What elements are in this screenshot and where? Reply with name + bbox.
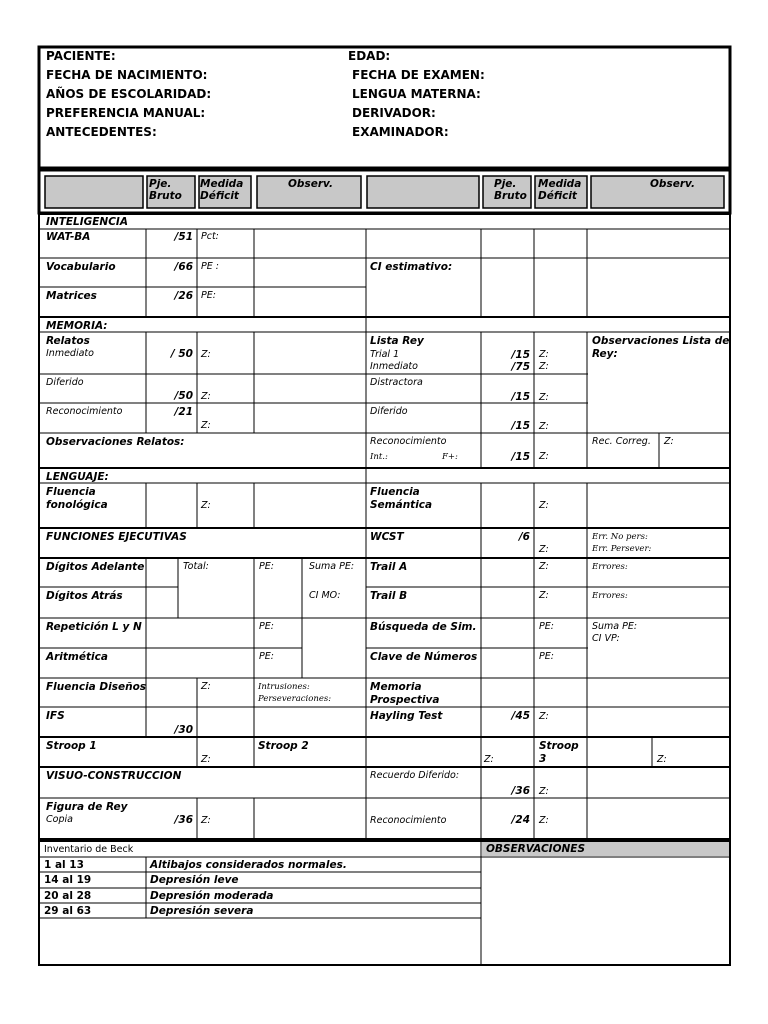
table-cell-text: Recuerdo Diferido: [370, 770, 460, 781]
table-cell-text: WCST [370, 531, 404, 543]
table-cell-text: Pct: [201, 231, 219, 242]
field-label-antecedentes: ANTECEDENTES: [46, 125, 157, 139]
table-cell-text: Errores: [592, 591, 628, 601]
beck-description: Depresión moderada [150, 889, 274, 902]
beck-title: Inventario de Beck [44, 844, 134, 855]
table-cell-text: Suma PE: [309, 561, 355, 572]
col-head-deficit-left: Medida Déficit [200, 178, 244, 202]
beck-range: 14 al 19 [44, 874, 92, 887]
table-cell-text: Z: [657, 754, 667, 765]
table-cell-text: IFS [46, 710, 65, 722]
col-head-bruto-right: Pje. Bruto [494, 178, 527, 202]
beck-range: 20 al 28 [44, 889, 92, 902]
table-cell-text: FUNCIONES EJECUTIVAS [46, 531, 187, 543]
table-cell-text: Suma PE: [592, 621, 638, 632]
table-cell-text: Z: [539, 500, 549, 511]
table-cell-text: Observaciones Relatos: [46, 436, 185, 448]
table-cell-text: MEMORIA: [46, 320, 108, 332]
table-cell-text: Z: [539, 392, 549, 403]
table-cell-text: Repetición L y N [46, 621, 142, 633]
table-cell-text: Z: [539, 349, 549, 360]
table-cell-text: Errores: [592, 562, 628, 572]
table-cell-text: VISUO-CONSTRUCCION [46, 770, 182, 782]
table-cell-text: Z: [539, 590, 549, 601]
table-cell-text: CI VP: [592, 633, 620, 644]
table-cell-text: /6 [518, 531, 530, 543]
table-cell-text: Trail A [370, 561, 408, 573]
table-cell-text: Memoria [370, 681, 422, 693]
table-cell-text: Stroop 1 [46, 740, 97, 752]
table-cell-text: Reconocimiento [370, 815, 447, 826]
table-cell-text: 3 [539, 753, 547, 765]
table-cell-text: PE: [539, 621, 554, 632]
table-cell-text: Rec. Correg. [592, 436, 651, 447]
table-cell-text: Err. No pers: [592, 532, 648, 542]
table-cell-text: Hayling Test [370, 710, 443, 722]
table-cell-text: /66 [174, 261, 193, 273]
table-cell-text: Z: [539, 815, 549, 826]
table-cell-text: Z: [201, 681, 211, 692]
col-head-deficit-right: Medida Déficit [538, 178, 582, 202]
beck-range: 1 al 13 [44, 859, 84, 871]
table-cell-text: CI estimativo: [370, 261, 453, 273]
field-label-lengua: LENGUA MATERNA: [352, 87, 481, 101]
field-label-preferencia: PREFERENCIA MANUAL: [46, 106, 206, 120]
table-cell-text: F+: [442, 452, 458, 462]
table-cell-text: Z: [539, 561, 549, 572]
table-cell-text: Figura de Rey [46, 801, 128, 813]
table-cell-text: Diferido [46, 377, 84, 388]
table-cell-text: Lista Rey [370, 335, 424, 347]
table-cell-text: Z: [201, 754, 211, 765]
col-head-observ-left: Observ. [288, 178, 333, 190]
table-cell-text: /75 [511, 361, 530, 373]
table-cell-text: Vocabulario [46, 261, 116, 273]
table-cell-text: Fluencia [370, 486, 420, 498]
table-cell-text: Z: [664, 436, 674, 447]
table-cell-text: / 50 [170, 348, 193, 360]
beck-inventory-box [39, 841, 730, 965]
table-cell-text: Trail B [370, 590, 408, 602]
field-label-nacimiento: FECHA DE NACIMIENTO: [46, 68, 208, 82]
table-cell-text: /15 [511, 420, 530, 432]
table-cell-text: Total: [183, 561, 209, 572]
table-cell-text: Z: [201, 420, 211, 431]
table-cell-text: Z: [539, 451, 549, 462]
table-cell-text: Z: [539, 421, 549, 432]
table-cell-text: Semántica [370, 499, 433, 511]
col-head-observ-right: Observ. [650, 178, 695, 190]
table-cell-text: Prospectiva [370, 694, 440, 706]
table-cell-text: PE: [259, 651, 274, 662]
table-cell-text: Clave de Números [370, 651, 478, 663]
table-cell-text: /15 [511, 349, 530, 361]
table-cell-text: PE: [539, 651, 554, 662]
table-cell-text: Z: [201, 391, 211, 402]
field-label-derivador: DERIVADOR: [352, 106, 436, 120]
table-cell-text: /21 [174, 406, 193, 418]
table-cell-text: PE : [201, 261, 219, 272]
table-cell-text: PE: [201, 290, 216, 301]
col-head-bruto-left: Pje. Bruto [149, 178, 182, 202]
table-cell-text: Inmediato [370, 361, 418, 372]
table-cell-text: Reconocimiento [370, 436, 447, 447]
table-cell-text: Z: [484, 754, 494, 765]
table-cell-text: Z: [201, 349, 211, 360]
table-cell-text: Perseveraciones: [258, 694, 332, 704]
table-cell-text: /50 [174, 390, 193, 402]
table-cell-text: PE: [259, 561, 274, 572]
table-cell-text: Inmediato [46, 348, 94, 359]
table-cell-text: Matrices [46, 290, 97, 302]
table-cell-text: Intrusiones: [258, 682, 310, 692]
observaciones-label: OBSERVACIONES [486, 843, 586, 855]
table-cell-text: WAT-BA [46, 231, 91, 243]
table-cell-text: Z: [539, 786, 549, 797]
table-cell-text: Z: [201, 500, 211, 511]
table-cell-text: Trial 1 [370, 349, 400, 360]
field-label-edad: EDAD: [348, 49, 391, 63]
table-cell-text: Rey: [592, 348, 618, 360]
beck-range: 29 al 63 [44, 904, 92, 917]
table-cell-text: Stroop [539, 740, 579, 752]
table-cell-text: /36 [174, 814, 193, 826]
table-cell-text: Fluencia Diseños [46, 681, 147, 693]
table-cell-text: Relatos [46, 335, 90, 347]
table-cell-text: /36 [511, 785, 530, 797]
beck-description: Depresión leve [150, 874, 239, 887]
table-cell-text: INTELIGENCIA [46, 216, 128, 228]
table-cell-text: Int.: [370, 452, 388, 462]
table-cell-text: /26 [174, 290, 193, 302]
table-cell-text: Z: [539, 711, 549, 722]
table-cell-text: Z: [201, 815, 211, 826]
beck-description: Depresión severa [150, 904, 254, 917]
table-cell-text: Copia [46, 814, 73, 825]
table-cell-text: PE: [259, 621, 274, 632]
table-cell-text: Z: [539, 544, 549, 555]
table-cell-text: Diferido [370, 406, 408, 417]
table-cell-text: Z: [539, 361, 549, 372]
table-cell-text: Observaciones Lista de [592, 335, 730, 347]
table-cell-text: /51 [174, 231, 193, 243]
table-cell-text: Stroop 2 [258, 740, 309, 752]
table-cell-text: Dígitos Adelante [46, 561, 145, 573]
table-cell-text: /15 [511, 451, 530, 463]
beck-description: Altibajos considerados normales. [150, 859, 347, 871]
table-cell-text: Distractora [370, 377, 423, 388]
table-cell-text: fonológica [46, 499, 108, 511]
main-table [39, 214, 730, 839]
field-label-examinador: EXAMINADOR: [352, 125, 449, 139]
column-header-row [39, 170, 730, 213]
table-cell-text: CI MO: [309, 590, 341, 601]
table-cell-text: LENGUAJE: [46, 471, 109, 483]
table-cell-text: Dígitos Atrás [46, 590, 123, 602]
field-label-paciente: PACIENTE: [46, 49, 116, 63]
table-cell-text: Err. Persever: [592, 544, 652, 554]
table-cell-text: Aritmética [46, 651, 108, 663]
table-cell-text: /30 [174, 724, 193, 736]
table-cell-text: /15 [511, 391, 530, 403]
table-cell-text: Fluencia [46, 486, 96, 498]
field-label-escolaridad: AÑOS DE ESCOLARIDAD: [46, 87, 212, 101]
table-cell-text: Reconocimiento [46, 406, 123, 417]
field-label-examen: FECHA DE EXAMEN: [352, 68, 485, 82]
table-cell-text: Búsqueda de Sim. [370, 621, 477, 633]
table-cell-text: /45 [511, 710, 530, 722]
table-cell-text: /24 [511, 814, 530, 826]
